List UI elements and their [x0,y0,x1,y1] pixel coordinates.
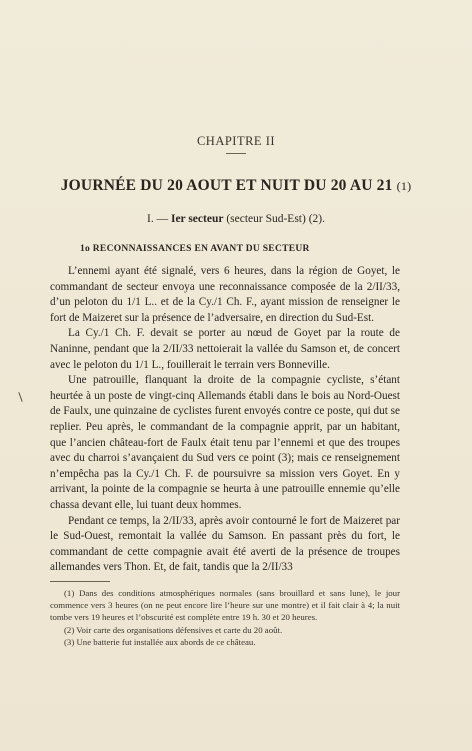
chapter-heading: CHAPITRE II [196,134,276,148]
chapter-rule [226,153,246,154]
sector-prefix: I. — [147,213,171,225]
sector-name: Ier secteur [170,213,224,225]
sector-suffix: (secteur Sud-Est) (2). [223,213,325,225]
section-heading: 1o RECONNAISSANCES EN AVANT DU SECTEUR [80,244,310,254]
footnote: (2) Voir carte des organisations défensives et carte du 20 août. [64,624,283,635]
paragraph: La Cy./1 Ch. F. devait se porter au nœud de Goyet par la route de Naninne, pendant que la 2/II/33 nettoierait la vallée du Samson et, de concert avec le peloton du 1/1 L., fouillerait le terrain vers Bonneville. [50,327,400,371]
paragraph: L’ennemi ayant été signalé, vers 6 heures, dans la région de Goyet, le commandant de secteur envoya une reconnaissance composée de la 2/II/33, d’un peloton du 1/1 L.. et de la Cy./1 Ch. F., ayant mission de renseigner le fort de Maizeret sur la présence de l’adversaire, en direction du Sud-Est. [50,265,400,324]
body-text [50,264,400,576]
margin-pencil-mark [18,392,22,402]
footnotes [50,587,400,648]
page-title [0,177,472,195]
footnote: (1) Dans des conditions atmosphériques normales (sans brouillard et sans lune), le jour commence vers 3 heures (on ne peut encore lire l’heure sur une montre) et il fait clair à 4; la nuit tombe vers 19 heures et l’obscurité est complète entre 19 h. 30 et 20 heures. [50,588,400,623]
paragraph: Une patrouille, flanquant la droite de la compagnie cycliste, s’étant heurtée à un poste de vingt-cinq Allemands établi dans le bois au Nord-Ouest de Faulx, une quinzaine de cyclistes furent envoyés contre ce poste, qui dut se replier. Peu après, le commandant de la compagnie apprit, par un habitant, que l’ancien château-fort de Faulx était tenu par l’ennemi et que des troupes avec du charroi s’avançaient du Sud vers ce point (3); mais ce renseignement n’empêcha pas la Cy./1 Ch. F. de poursuivre sa mission vers Goyet. En y arrivant, la pointe de la compagnie se heurta à une patrouille ennemie qu’elle chassa devant elle, lui tuant deux hommes. [50,374,400,511]
title-footnote-ref: (1) [396,179,412,193]
title-main: JOURNÉE DU 20 AOUT ET NUIT DU 20 AU 21 [60,177,393,194]
footnote: (3) Une batterie fut installée aux abords de ce château. [64,636,256,647]
sector-heading [0,213,472,225]
footnote-rule [50,581,110,582]
paragraph: Pendant ce temps, la 2/II/33, après avoir contourné le fort de Maizeret par le Sud-Ouest, remontait la vallée du Samson. En passant près du fort, le commandant de cette compagnie avait été averti de la présence de troupes allemandes vers Thon. Et, de fait, tandis que la 2/II/33 [50,514,400,574]
